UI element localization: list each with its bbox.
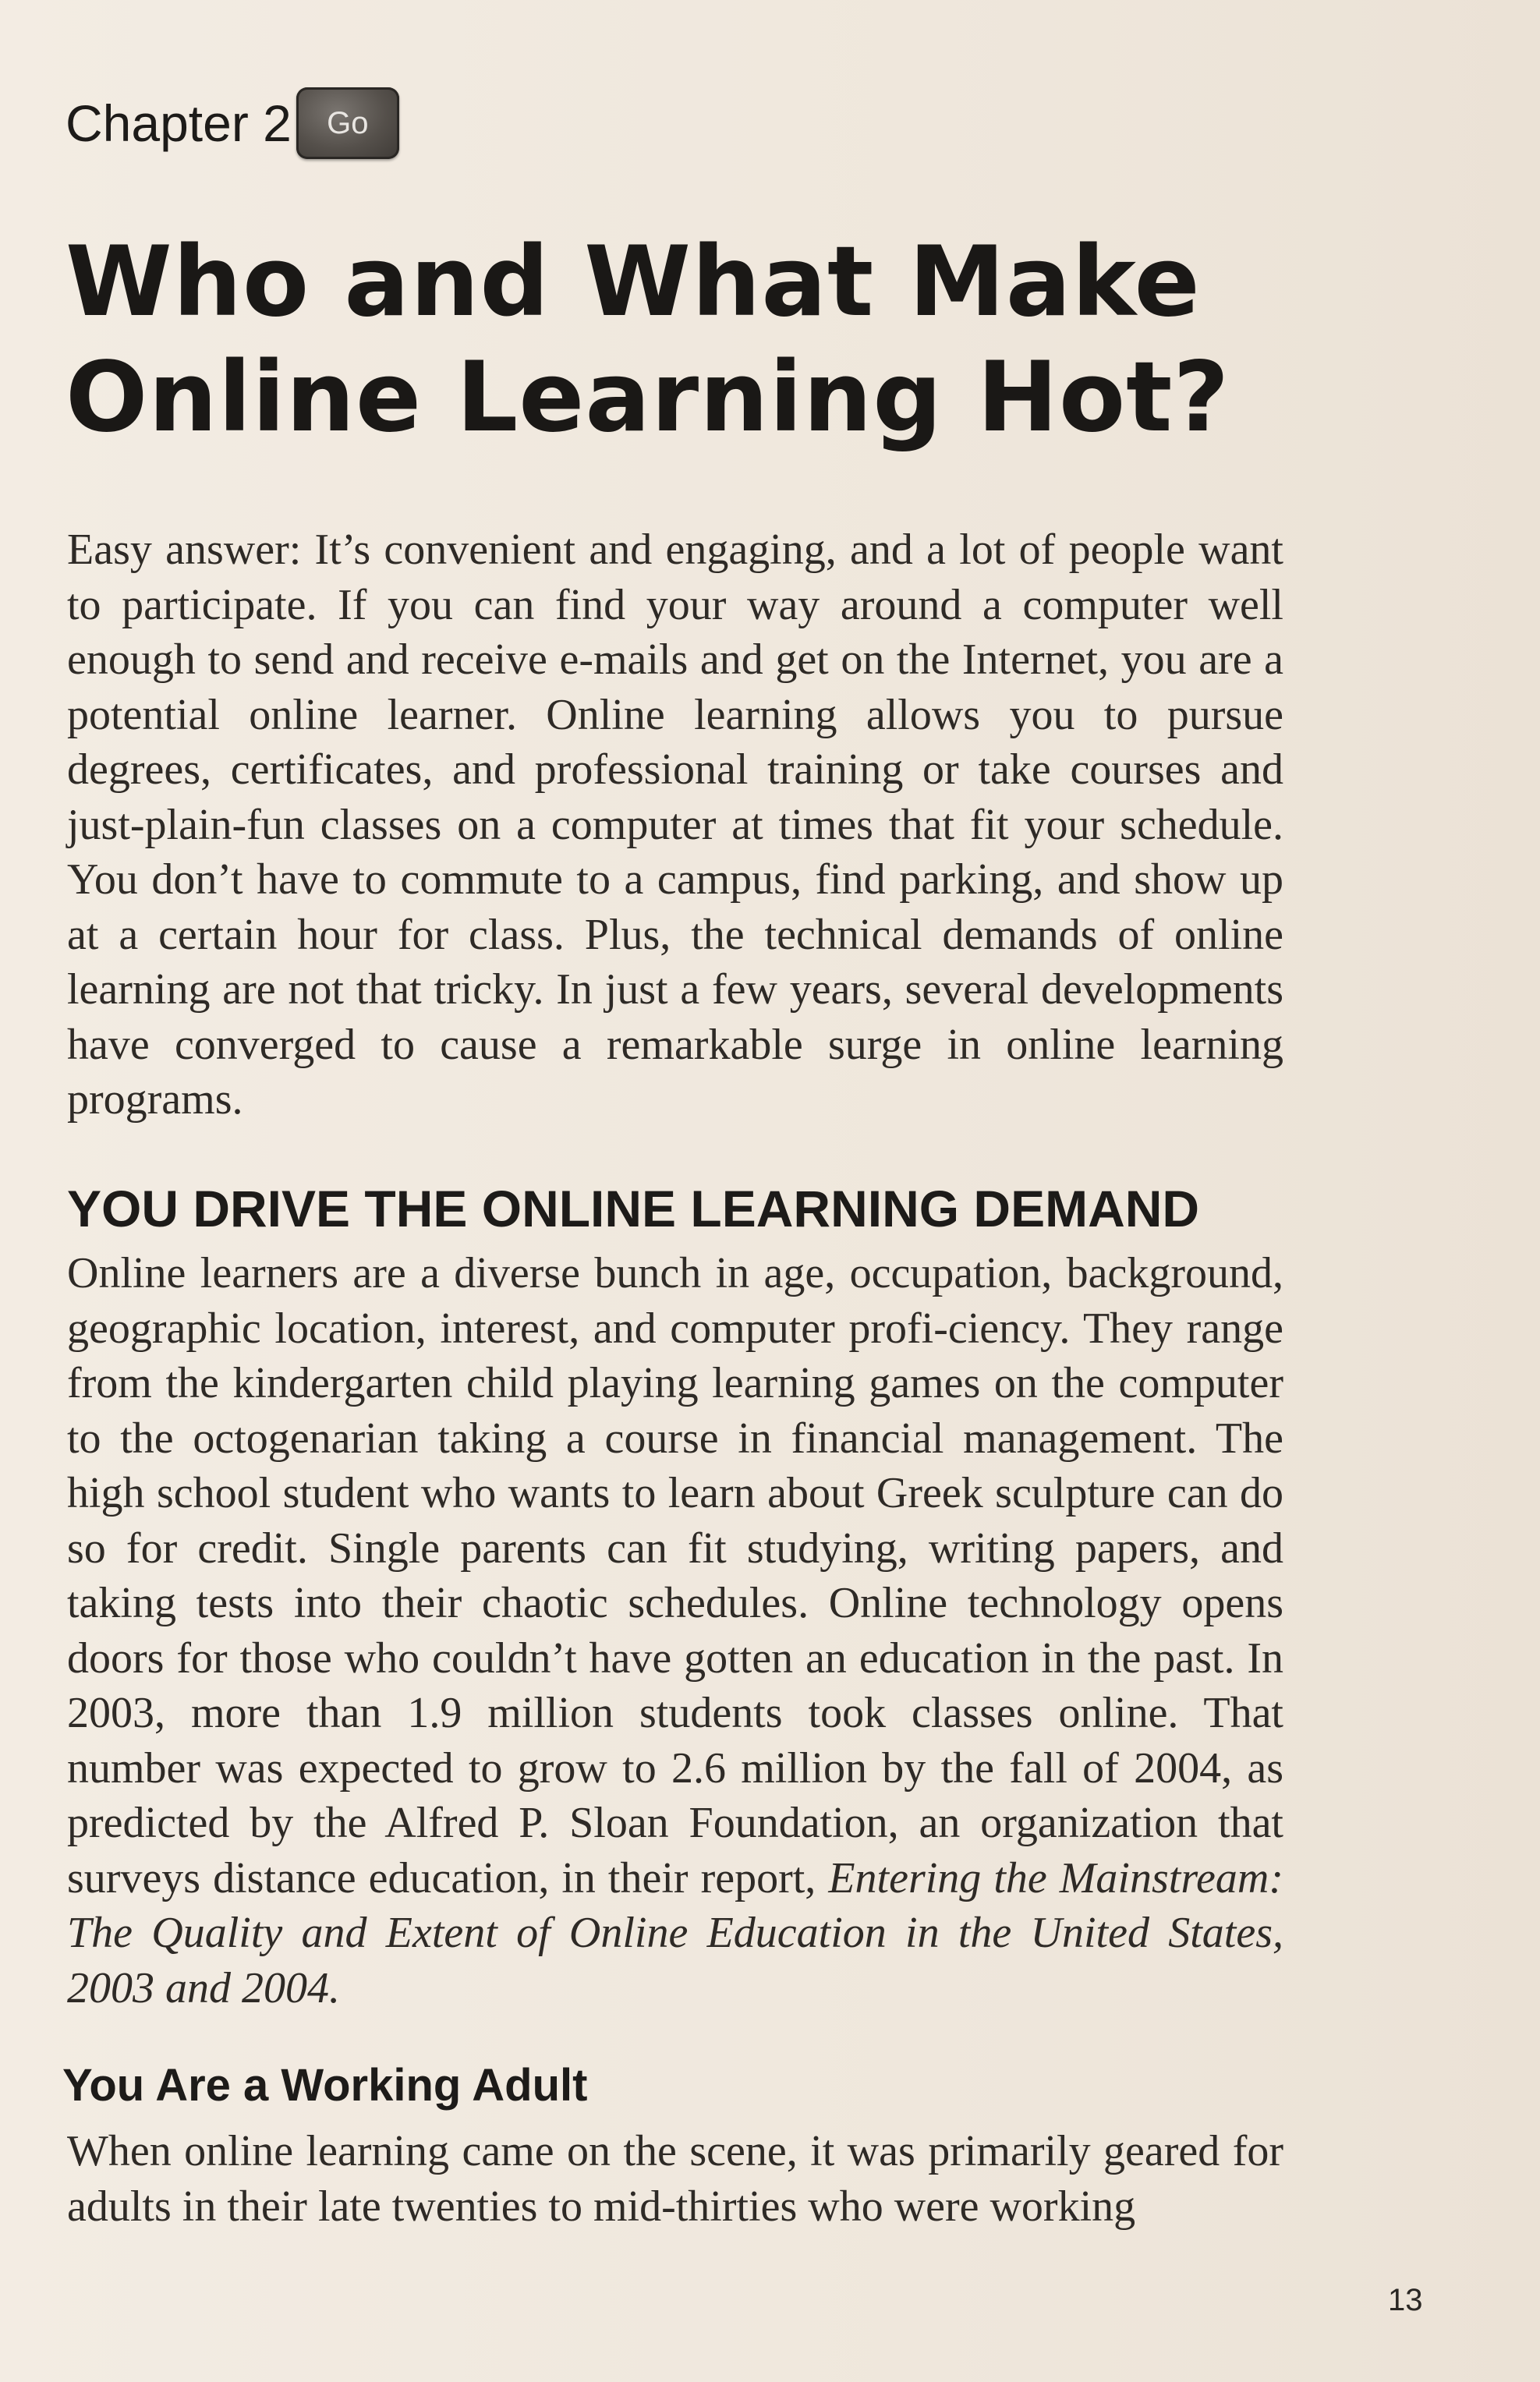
section-paragraph	[67, 1246, 1283, 2016]
go-badge-label: Go	[327, 105, 369, 140]
chapter-title: Who and What Make Online Learning Hot?	[65, 226, 1230, 454]
chapter-label	[65, 87, 399, 159]
section-heading: YOU DRIVE THE ONLINE LEARNING DEMAND	[67, 1180, 1200, 1237]
page-number: 13	[1388, 2283, 1423, 2317]
chapter-label-text: Chapter 2	[65, 94, 292, 152]
report-title: Entering the Mainstream: The Quality and Extent of Online Education in the United States, 2003 and 2004.	[67, 1853, 1283, 2012]
working-adult-paragraph: When online learning came on the scene, it was primarily geared for adults in their late twenties to mid-thirties who were working	[67, 2127, 1283, 2231]
intro-paragraph: Easy answer: It’s convenient and engaging, and a lot of people want to participate. If you can find your way around a computer well enough to send and receive e-mails and get on the Internet, you are a potential online learner. Online learning allows you to pursue degrees, certificates, and professional training or take courses and just-plain-fun classes on a computer at times that fit your schedule. You don’t have to commute to a campus, find parking, and show up at a certain hour for class. Plus, the technical demands of online learning are not that tricky. In just a few years, several developments have converged to cause a remarkable surge in online learning programs.	[67, 526, 1283, 1124]
sub-heading: You Are a Working Adult	[62, 2060, 588, 2111]
section-paragraph-text: Online learners are a diverse bunch in age, occupation, background, geographic location, interest, and computer profi-ciency. They range from the kindergarten child playing learning games on the computer to the octogenarian taking a course in financial management. The high school student who wants to learn about Greek sculpture can do so for credit. Single parents can fit studying, writing papers, and taking tests into their chaotic schedules. Online technology opens doors for those who couldn’t have gotten an education in the past. In 2003, more than 1.9 million students took classes online. That number was expected to grow to 2.6 million by the fall of 2004, as predicted by the Alfred P. Sloan Foundation, an organization that surveys distance education, in their report,	[67, 1249, 1283, 1902]
go-badge-icon	[296, 87, 399, 159]
